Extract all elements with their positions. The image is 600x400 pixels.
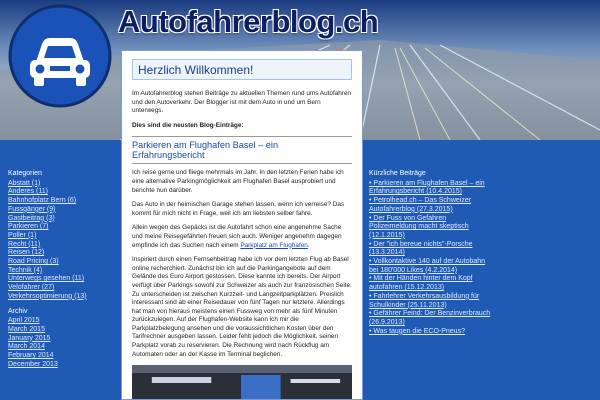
post-text: .	[307, 241, 310, 249]
parking-garage-image	[132, 365, 352, 400]
recent-posts-heading: Kürzliche Beiträge	[369, 170, 426, 177]
post-paragraph: Das Auto in der heimischen Garage stehen lassen, wenn ich verreise? Das kommt für mich nicht in Frage, weil ich am liebsten selber fahre.	[132, 201, 345, 217]
recent-post-link[interactable]: • Petrolhead.ch – Das Schweizer Autofahrerblog (27.3.2015)	[369, 197, 472, 213]
archive-link[interactable]: March 2015	[8, 325, 45, 333]
car-icon	[8, 4, 112, 108]
categories-list	[8, 180, 120, 302]
newest-posts-heading: Dies sind die neusten Blog-Einträge:	[132, 121, 244, 129]
recent-post-link[interactable]: • Gefährer Feind: Der Benzinverbrauch (26.9.2013)	[369, 310, 491, 326]
post-paragraph: Ich reise gerne und fliege mehrmals im Jahr. In den letzten Ferien habe ich eine alternative Parkingmöglichkeit am Flughafen Basel ausprobiert und berichte nun darüber.	[132, 169, 344, 194]
post-text: Allein wegen des Gepäcks ist die Autofahrt schon eine angenehme Sache und meine Reisegefährten freuen sich auch. Weniger angenehm dagegen empfinde ich das Suchen nach einem	[132, 224, 342, 249]
recent-post-link[interactable]: • Was taugen die ECO-Pneus?	[369, 327, 465, 335]
recent-post-link[interactable]: • Parkieren am Flughafen Basel – ein Erfahrungsbericht (10.4.2015)	[369, 179, 485, 196]
category-link[interactable]: Recht (11)	[8, 240, 41, 248]
categories-heading: Kategorien	[8, 170, 42, 177]
archive-list	[8, 317, 120, 369]
category-link[interactable]: Verkehrsoptimierung (13)	[8, 292, 87, 300]
parking-airport-link[interactable]: Parkplatz am Flughafen	[240, 241, 308, 249]
post-image	[132, 365, 352, 400]
right-sidebar	[369, 170, 495, 336]
recent-post-link[interactable]: • Mit der Händen hinter dem Kopf autofahren (15.12.2013)	[369, 275, 473, 292]
welcome-heading: Herzlich Willkommen!	[132, 59, 352, 80]
category-link[interactable]: Bahnhofplatz Bern (6)	[8, 197, 77, 205]
category-link[interactable]: Unterwegs gesehen (11)	[8, 275, 85, 283]
category-link[interactable]: Poller (1)	[8, 231, 37, 239]
recent-post-link[interactable]: • Der Fuss von Gefahren Polizeimeldung macht skeptisch (12.1.2015)	[369, 214, 469, 239]
archive-link[interactable]: February 2014	[8, 352, 54, 360]
category-link[interactable]: Gastbeitrag (3)	[8, 214, 55, 222]
archive-link[interactable]: December 2013	[8, 360, 58, 368]
left-sidebar	[8, 170, 120, 369]
post-paragraph	[132, 224, 352, 250]
archive-heading: Archiv	[8, 307, 28, 315]
category-link[interactable]: Velofahrer (27)	[8, 284, 55, 292]
archive-link[interactable]: January 2015	[8, 334, 51, 342]
archive-link[interactable]: April 2015	[8, 317, 40, 325]
category-link[interactable]: Reisen (12)	[8, 249, 45, 257]
category-link[interactable]: Parkieren (7)	[8, 223, 49, 231]
post-paragraph: Inspiriert durch einen Fernsehbeitrag habe ich vor dem letzten Flug ab Basel online recherchiert. Zunächst bin ich auf die Parkingangebote auf dem Gelände des Euro Airport gestossen. Diese kannte ich bereits. Der Airport verfügt über Parkings sowohl zur Schweizer als auch zur französischen Seite. Zu unterscheiden ist zwischen Kurzzeit- und Langzeitparkplätzen. Preislich interessant sind ab einer Reisedauer von fünf Tagen nur letztere. Allerdings hat man von hieraus meistens einen Fussweg von mehr als fünf Minuten zurückzulegen. Auf der Flughafen-Website kann ich mir die Parkplatzbelegung ansehen und die voraussichtlichen Kosten über den Tarifrechner ausgeben lassen. Leider fehlt jedoch die Möglichkeit, seinen Parkplatz vorab zu reservieren. Die Rechnung wird nach Rückflug am Automaten oder an der Kasse im Terminal beglichen.	[132, 256, 352, 358]
archive-link[interactable]: March 2014	[8, 343, 45, 351]
main-content	[121, 50, 363, 400]
category-link[interactable]: Anderes (11)	[8, 188, 48, 196]
category-link[interactable]: Abstatt (1)	[8, 179, 41, 187]
intro-text: Im Autofahrerblog stehen Beiträge zu aktuellen Themen rund ums Autofahren und den Autoverkehr. Der Blogger ist mit dem Auto in und um Bern unterwegs.	[132, 90, 352, 115]
site-title[interactable]: Autofahrerblog.ch	[118, 4, 379, 39]
post-header	[132, 136, 352, 164]
category-link[interactable]: Fussgänger (9)	[8, 205, 56, 213]
recent-post-link[interactable]: • Fahrlehrer Verkehrsausbildung für Schulkinder (25.11.2013)	[369, 292, 480, 309]
recent-post-link[interactable]: • Vollkontaktive 140 auf der Autobahn bei 180'000 Likes (4.2.2014)	[369, 258, 486, 274]
post-title-link[interactable]: Parkieren am Flughafen Basel – ein Erfahrungsbericht	[132, 140, 279, 161]
category-link[interactable]: Road Pricing (3)	[8, 258, 59, 266]
category-link[interactable]: Technik (4)	[8, 266, 43, 274]
recent-post-link[interactable]: • Der "ich bereue nichts"-Porsche (13.3.2014)	[369, 240, 473, 257]
